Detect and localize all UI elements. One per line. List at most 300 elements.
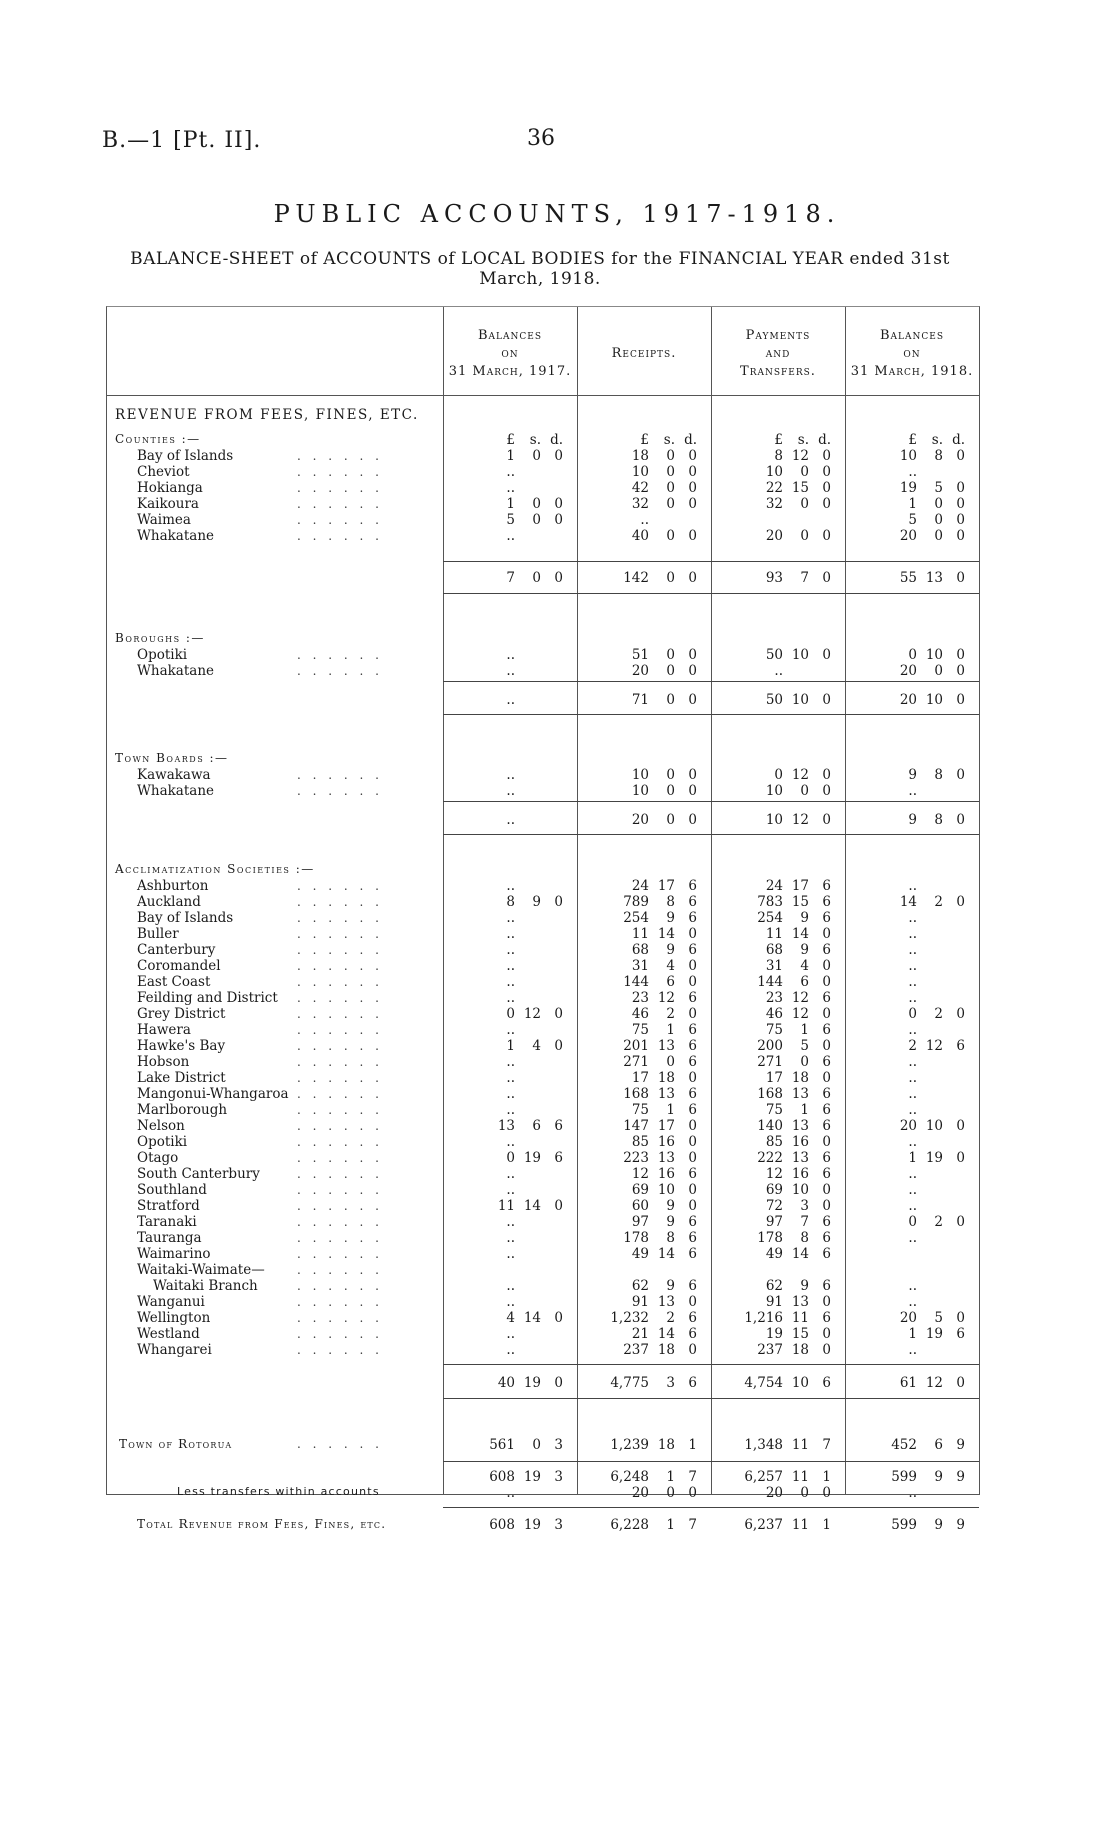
shillings: 0	[934, 663, 943, 679]
shillings: 16	[791, 1134, 809, 1150]
pence: 0	[822, 480, 831, 496]
pounds: ..	[506, 1214, 515, 1230]
leader-dots: . . . . . .	[297, 1295, 383, 1309]
pounds: 0	[908, 1214, 917, 1230]
shillings: 0	[666, 448, 675, 464]
pounds: ..	[640, 512, 649, 528]
pence: 0	[822, 958, 831, 974]
less-transfers-row	[107, 1485, 979, 1501]
row-label: Opotiki	[137, 1134, 188, 1150]
pounds: 237	[757, 1342, 783, 1358]
shillings: 19	[523, 1375, 541, 1391]
shillings: 9	[666, 1198, 675, 1214]
pence: 0	[688, 1342, 697, 1358]
shillings: 12	[791, 990, 809, 1006]
pounds: 201	[623, 1038, 649, 1054]
table-row	[107, 1006, 979, 1022]
shillings: 2	[934, 1214, 943, 1230]
shillings: 18	[657, 1437, 675, 1453]
leader-dots: . . . . . .	[297, 1183, 383, 1197]
leader-dots: . . . . . .	[297, 975, 383, 989]
leader-dots: . . . . . .	[297, 529, 383, 543]
pence: 0	[688, 1006, 697, 1022]
shillings: 12	[791, 1006, 809, 1022]
shillings: 10	[791, 692, 809, 708]
pence: 0	[822, 1070, 831, 1086]
pence: 0	[688, 1070, 697, 1086]
shillings: 13	[791, 1086, 809, 1102]
pounds: 20	[631, 663, 649, 679]
pounds: ..	[506, 1086, 515, 1102]
counties-heading: Counties :—	[115, 432, 201, 446]
row-label: Lake District	[137, 1070, 226, 1086]
pence: 0	[688, 663, 697, 679]
pounds: ..	[506, 910, 515, 926]
pounds: 49	[631, 1246, 649, 1262]
row-label: Waimarino	[137, 1246, 211, 1262]
pounds: 144	[757, 974, 783, 990]
pence: 0	[688, 1134, 697, 1150]
shillings: 13	[791, 1294, 809, 1310]
pounds: ..	[506, 1326, 515, 1342]
pounds: ..	[506, 1166, 515, 1182]
leader-dots: . . . . . .	[297, 1055, 383, 1069]
pounds: ..	[908, 1054, 917, 1070]
pounds: ..	[774, 663, 783, 679]
pounds: ..	[506, 926, 515, 942]
leader-dots: . . . . . .	[297, 1023, 383, 1037]
leader-dots: . . . . . .	[297, 1263, 383, 1277]
pounds: 40	[497, 1375, 515, 1391]
table-row	[107, 958, 979, 974]
pence: 6	[822, 1230, 831, 1246]
pounds: 10	[765, 812, 783, 828]
pence: 0	[554, 1198, 563, 1214]
shillings: 12	[791, 812, 809, 828]
pence: 6	[822, 990, 831, 1006]
pence: 0	[688, 496, 697, 512]
pence: 0	[688, 1294, 697, 1310]
pounds: ..	[908, 958, 917, 974]
pounds: ..	[908, 1022, 917, 1038]
pounds: 11	[631, 926, 649, 942]
shillings: 9	[532, 894, 541, 910]
shillings: 9	[800, 942, 809, 958]
pounds: 1	[908, 496, 917, 512]
leader-dots: . . . . . .	[297, 1007, 383, 1021]
pounds: 10	[631, 783, 649, 799]
pence: 0	[822, 1182, 831, 1198]
table-row	[107, 663, 979, 679]
table-row	[107, 1070, 979, 1086]
shillings: 3	[800, 1198, 809, 1214]
table-row	[107, 647, 979, 663]
shillings: 13	[791, 1150, 809, 1166]
rotorua-row	[107, 1437, 979, 1453]
leader-dots: . . . . . .	[297, 943, 383, 957]
pence: 6	[688, 1278, 697, 1294]
pounds: ..	[908, 910, 917, 926]
shillings: 10	[925, 647, 943, 663]
shillings: 10	[791, 1182, 809, 1198]
shillings: 5	[934, 480, 943, 496]
shillings: 13	[791, 1118, 809, 1134]
row-label: Hawke's Bay	[137, 1038, 226, 1054]
shillings: 7	[800, 1214, 809, 1230]
leader-dots: . . . . . .	[297, 768, 383, 782]
pounds: ..	[506, 692, 515, 708]
pence: 9	[956, 1517, 965, 1533]
pounds: ..	[908, 1485, 917, 1501]
pounds: 11	[765, 926, 783, 942]
shillings: 6	[934, 1437, 943, 1453]
leader-dots: . . . . . .	[297, 1167, 383, 1181]
total-rule	[443, 681, 979, 682]
pence: 6	[822, 1118, 831, 1134]
shillings: 10	[657, 1182, 675, 1198]
pounds: 13	[497, 1118, 515, 1134]
shillings: 14	[657, 1246, 675, 1262]
pounds: ..	[908, 1198, 917, 1214]
shillings: 0	[934, 528, 943, 544]
pounds: 10	[631, 464, 649, 480]
shillings: 9	[666, 910, 675, 926]
pounds: 85	[631, 1134, 649, 1150]
pounds: 0	[506, 1150, 515, 1166]
pounds: 783	[757, 894, 783, 910]
pounds: ..	[908, 1166, 917, 1182]
pence: 0	[956, 767, 965, 783]
pence: 0	[554, 1310, 563, 1326]
shillings: 0	[532, 496, 541, 512]
pence: 6	[688, 1326, 697, 1342]
row-label: Bay of Islands	[137, 448, 234, 464]
pence: 6	[688, 1038, 697, 1054]
shillings: 0	[666, 464, 675, 480]
table-row	[107, 767, 979, 783]
shillings: 0	[800, 464, 809, 480]
pounds: 20	[899, 1118, 917, 1134]
pence: 6	[822, 1166, 831, 1182]
shillings: 8	[666, 1230, 675, 1246]
pounds: 222	[757, 1150, 783, 1166]
shillings: 12	[925, 1038, 943, 1054]
pounds: 22	[765, 480, 783, 496]
pounds: £	[506, 432, 515, 448]
pounds: 0	[506, 1006, 515, 1022]
pence: 0	[822, 767, 831, 783]
leader-dots: . . . . . .	[297, 1343, 383, 1357]
shillings: 18	[657, 1070, 675, 1086]
pence: 0	[688, 464, 697, 480]
pounds: 10	[765, 464, 783, 480]
pounds: 17	[631, 1070, 649, 1086]
row-label: Nelson	[137, 1118, 185, 1134]
pounds: 10	[631, 767, 649, 783]
shillings: 2	[666, 1310, 675, 1326]
leader-dots: . . . . . .	[297, 911, 383, 925]
pounds: 8	[506, 894, 515, 910]
pounds: 2	[908, 1038, 917, 1054]
pounds: ..	[908, 974, 917, 990]
shillings: 1	[800, 1102, 809, 1118]
shillings: 0	[666, 647, 675, 663]
shillings: 12	[657, 990, 675, 1006]
pence: 0	[956, 1375, 965, 1391]
pence: 0	[822, 1294, 831, 1310]
pounds: 200	[757, 1038, 783, 1054]
pounds: 6,228	[610, 1517, 649, 1533]
pounds: 61	[899, 1375, 917, 1391]
pence: 0	[554, 1375, 563, 1391]
pounds: 1	[506, 448, 515, 464]
pounds: 0	[908, 1006, 917, 1022]
total-rule	[443, 1398, 979, 1399]
pounds: ..	[908, 1278, 917, 1294]
pounds: 20	[631, 812, 649, 828]
pence: 0	[956, 1118, 965, 1134]
col-head-line: 31 March, 1918.	[850, 364, 974, 379]
row-label: Wellington	[137, 1310, 211, 1326]
pounds: 50	[765, 647, 783, 663]
shillings: 4	[666, 958, 675, 974]
shillings: 6	[800, 974, 809, 990]
pence: 6	[822, 878, 831, 894]
shillings: 14	[657, 926, 675, 942]
shillings: 16	[791, 1166, 809, 1182]
pence: 0	[554, 1006, 563, 1022]
town-boards-total-row	[107, 812, 979, 828]
pounds: £	[774, 432, 783, 448]
pounds: ..	[506, 1230, 515, 1246]
pence: 6	[822, 1375, 831, 1391]
leader-dots: . . . . . .	[297, 927, 383, 941]
less-transfers-label: Less transfers within accounts	[177, 1485, 380, 1498]
row-label: Waimea	[137, 512, 191, 528]
shillings: 18	[657, 1342, 675, 1358]
leader-dots: . . . . . .	[297, 1279, 383, 1293]
pence: 0	[822, 974, 831, 990]
leader-dots: . . . . . .	[297, 481, 383, 495]
shillings: s.	[797, 432, 809, 448]
pounds: ..	[506, 647, 515, 663]
pounds: 9	[908, 767, 917, 783]
pounds: 452	[891, 1437, 917, 1453]
pounds: ..	[908, 1134, 917, 1150]
shillings: 0	[666, 812, 675, 828]
pounds: ..	[506, 958, 515, 974]
total-rule	[443, 714, 979, 715]
row-label: Cheviot	[137, 464, 190, 480]
pounds: 1,239	[610, 1437, 649, 1453]
table-row	[107, 1182, 979, 1198]
pence: d.	[550, 432, 563, 448]
pounds: 1	[908, 1150, 917, 1166]
pence: 0	[688, 1182, 697, 1198]
rotorua-label: Town of Rotorua	[119, 1437, 233, 1451]
pounds: ..	[908, 1342, 917, 1358]
shillings: 10	[791, 1375, 809, 1391]
counties-total-row	[107, 570, 979, 586]
shillings: 0	[666, 783, 675, 799]
total-rule	[443, 593, 979, 594]
pounds: ..	[506, 1278, 515, 1294]
col-head-line: Payments	[745, 328, 811, 343]
pence: 0	[956, 1310, 965, 1326]
leader-dots: . . . . . .	[297, 1087, 383, 1101]
shillings: 15	[791, 480, 809, 496]
pounds: 9	[908, 812, 917, 828]
pounds: ..	[908, 464, 917, 480]
page-reference: B.—1 [Pt. II].	[102, 128, 262, 153]
shillings: 17	[657, 878, 675, 894]
pounds: 20	[899, 1310, 917, 1326]
pence: 7	[688, 1469, 697, 1485]
shillings: 17	[657, 1118, 675, 1134]
pounds: 40	[631, 528, 649, 544]
pounds: ..	[908, 878, 917, 894]
shillings: 13	[657, 1150, 675, 1166]
shillings: 9	[800, 910, 809, 926]
pounds: 42	[631, 480, 649, 496]
pence: 0	[554, 894, 563, 910]
pence: 6	[688, 1214, 697, 1230]
row-label: Hobson	[137, 1054, 190, 1070]
shillings: 1	[666, 1469, 675, 1485]
pounds: 21	[631, 1326, 649, 1342]
pence: 0	[688, 958, 697, 974]
shillings: 0	[666, 767, 675, 783]
pounds: 608	[489, 1517, 515, 1533]
pence: 0	[688, 1485, 697, 1501]
pounds: ..	[506, 1246, 515, 1262]
leader-dots: . . . . . .	[297, 879, 383, 893]
col-head-line: on	[903, 346, 921, 361]
pence: 0	[956, 1006, 965, 1022]
pounds: £	[908, 432, 917, 448]
table-row	[107, 926, 979, 942]
pence: 3	[554, 1437, 563, 1453]
pence: 6	[822, 894, 831, 910]
pence: 7	[822, 1437, 831, 1453]
pounds: ..	[506, 1070, 515, 1086]
pence: 6	[822, 1022, 831, 1038]
pounds: ..	[506, 1134, 515, 1150]
pounds: ..	[908, 926, 917, 942]
subtotal-row	[107, 1469, 979, 1485]
shillings: 0	[666, 528, 675, 544]
shillings: 0	[800, 1485, 809, 1501]
pence: 9	[956, 1437, 965, 1453]
pence: 0	[822, 1006, 831, 1022]
table-row	[107, 1214, 979, 1230]
pence: 0	[822, 812, 831, 828]
table-row	[107, 1230, 979, 1246]
shillings: 2	[934, 1006, 943, 1022]
pounds: 91	[631, 1294, 649, 1310]
leader-dots: . . . . . .	[297, 1039, 383, 1053]
total-rule	[443, 561, 979, 562]
shillings: 9	[800, 1278, 809, 1294]
col-head-line: Transfers.	[740, 364, 816, 379]
pence: 0	[554, 570, 563, 586]
shillings: 12	[791, 448, 809, 464]
pence: d.	[684, 432, 697, 448]
pounds: 97	[765, 1214, 783, 1230]
pence: 6	[822, 1086, 831, 1102]
pence: 0	[822, 448, 831, 464]
shillings: 9	[666, 942, 675, 958]
pence: 0	[688, 812, 697, 828]
shillings: 1	[666, 1517, 675, 1533]
table-row	[107, 528, 979, 544]
shillings: 14	[791, 926, 809, 942]
pence: 6	[688, 878, 697, 894]
pounds: 20	[899, 528, 917, 544]
pence: 1	[822, 1469, 831, 1485]
row-label: Southland	[137, 1182, 207, 1198]
shillings: 0	[666, 1054, 675, 1070]
pounds: 140	[757, 1118, 783, 1134]
shillings: 0	[666, 663, 675, 679]
pounds: ..	[908, 783, 917, 799]
pence: 3	[554, 1517, 563, 1533]
pence: 6	[688, 1054, 697, 1070]
pence: 1	[822, 1517, 831, 1533]
pounds: 31	[765, 958, 783, 974]
row-label: Kawakawa	[137, 767, 211, 783]
table-row	[107, 480, 979, 496]
pounds: 10	[765, 783, 783, 799]
pence: 6	[822, 1278, 831, 1294]
pounds: 68	[631, 942, 649, 958]
pounds: ..	[506, 528, 515, 544]
pence: 0	[956, 663, 965, 679]
table-row	[107, 1310, 979, 1326]
pounds: ..	[908, 1086, 917, 1102]
pounds: 5	[908, 512, 917, 528]
pounds: 4,775	[610, 1375, 649, 1391]
pence: 6	[688, 1375, 697, 1391]
shillings: 16	[657, 1166, 675, 1182]
pounds: 1	[908, 1326, 917, 1342]
pence: 6	[688, 910, 697, 926]
pence: 0	[688, 480, 697, 496]
row-label: Kaikoura	[137, 496, 199, 512]
pounds: ..	[506, 1054, 515, 1070]
boroughs-heading: Boroughs :—	[115, 631, 205, 645]
pounds: 14	[899, 894, 917, 910]
pence: 0	[956, 1150, 965, 1166]
pounds: 60	[631, 1198, 649, 1214]
pence: 0	[822, 464, 831, 480]
shillings: 2	[934, 894, 943, 910]
shillings: 11	[791, 1437, 809, 1453]
shillings: 4	[800, 958, 809, 974]
row-label: East Coast	[137, 974, 211, 990]
pounds: 254	[623, 910, 649, 926]
shillings: 0	[666, 496, 675, 512]
shillings: 19	[925, 1326, 943, 1342]
row-label: Coromandel	[137, 958, 221, 974]
pounds: 91	[765, 1294, 783, 1310]
pounds: 62	[765, 1278, 783, 1294]
pounds: 62	[631, 1278, 649, 1294]
shillings: 10	[925, 692, 943, 708]
pounds: 23	[765, 990, 783, 1006]
page-subtitle: BALANCE-SHEET of ACCOUNTS of LOCAL BODIES for the FINANCIAL YEAR ended 31st March, 1918.	[130, 249, 950, 289]
pence: 6	[688, 1310, 697, 1326]
